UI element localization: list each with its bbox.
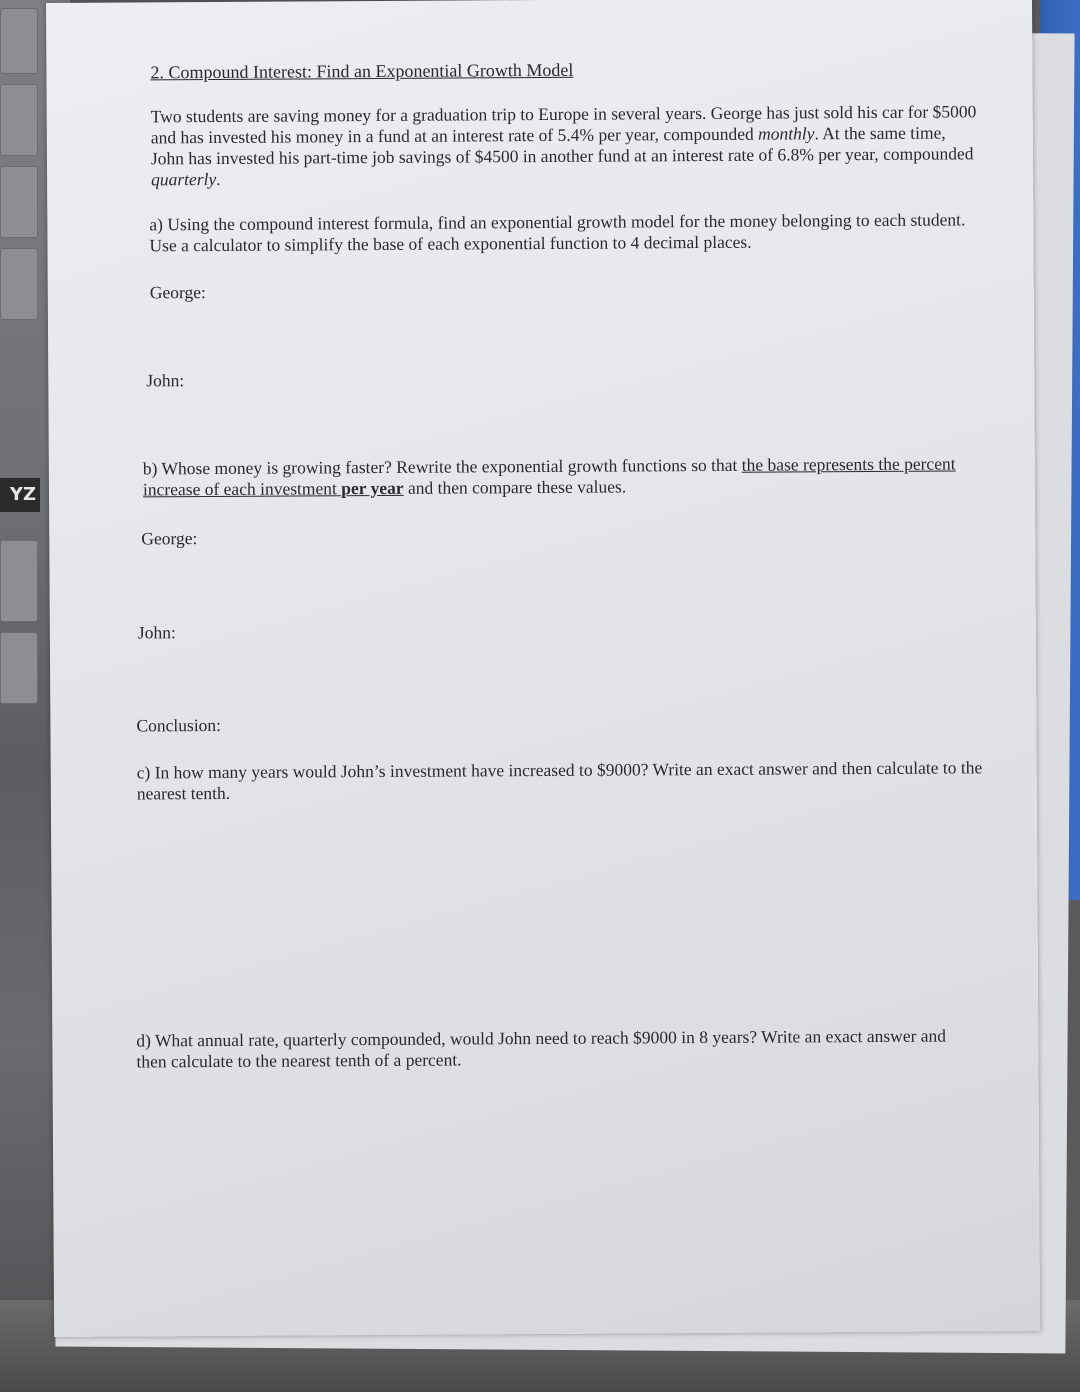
laptop-key [0, 8, 38, 74]
question-d: d) What annual rate, quarterly compounded, would John need to reach $9000 in 8 years? Write an exact answer and then calculate to the nearest tenth of a percent. [136, 1025, 947, 1072]
question-a-john-label: John: [146, 370, 185, 391]
question-b [143, 453, 963, 500]
intro-text-1: Two students are saving money for a graduation trip to Europe in several years. George has just sold his car for $5000 and has invested his money in a fund at an interest rate of 5.4% per year, compounded [150, 101, 977, 148]
question-b-john-label: John: [137, 622, 176, 643]
intro-text-3: . [216, 168, 221, 189]
laptop-key [0, 632, 38, 704]
laptop-key [0, 540, 38, 622]
problem-intro [151, 101, 977, 190]
laptop-key [0, 166, 38, 238]
question-b-text-start: b) Whose money is growing faster? Rewrite the exponential growth functions so that [142, 454, 742, 479]
question-a: a) Using the compound interest formula, find an exponential growth model for the money belonging to each student. Use a calculator to simplify the base of each exponential function to 4 decimal places. [149, 209, 966, 256]
laptop-key [0, 84, 38, 156]
question-b-per-year: per year [341, 477, 404, 499]
question-b-text-end: and then compare these values. [403, 476, 627, 498]
question-b-george-label: George: [141, 528, 198, 549]
laptop-sticker: YZ [0, 478, 40, 512]
worksheet-title: 2. Compound Interest: Find an Exponential Growth Model [150, 59, 574, 83]
question-b-underlined: the base represents the percent increase of each investment [142, 453, 956, 500]
question-a-george-label: George: [149, 282, 206, 303]
question-b-conclusion-label: Conclusion: [136, 714, 222, 736]
laptop-key [0, 248, 38, 320]
intro-quarterly: quarterly [151, 168, 217, 190]
intro-monthly: monthly [758, 123, 815, 144]
question-c: c) In how many years would John’s investment have increased to $9000? Write an exact answer and then calculate to the nearest tenth. [136, 757, 983, 804]
intro-text-2: . At the same time, John has invested his part-time job savings of $4500 in another fund at an interest rate of 6.8% per year, compounded [150, 122, 974, 169]
worksheet-page [46, 0, 1040, 1337]
